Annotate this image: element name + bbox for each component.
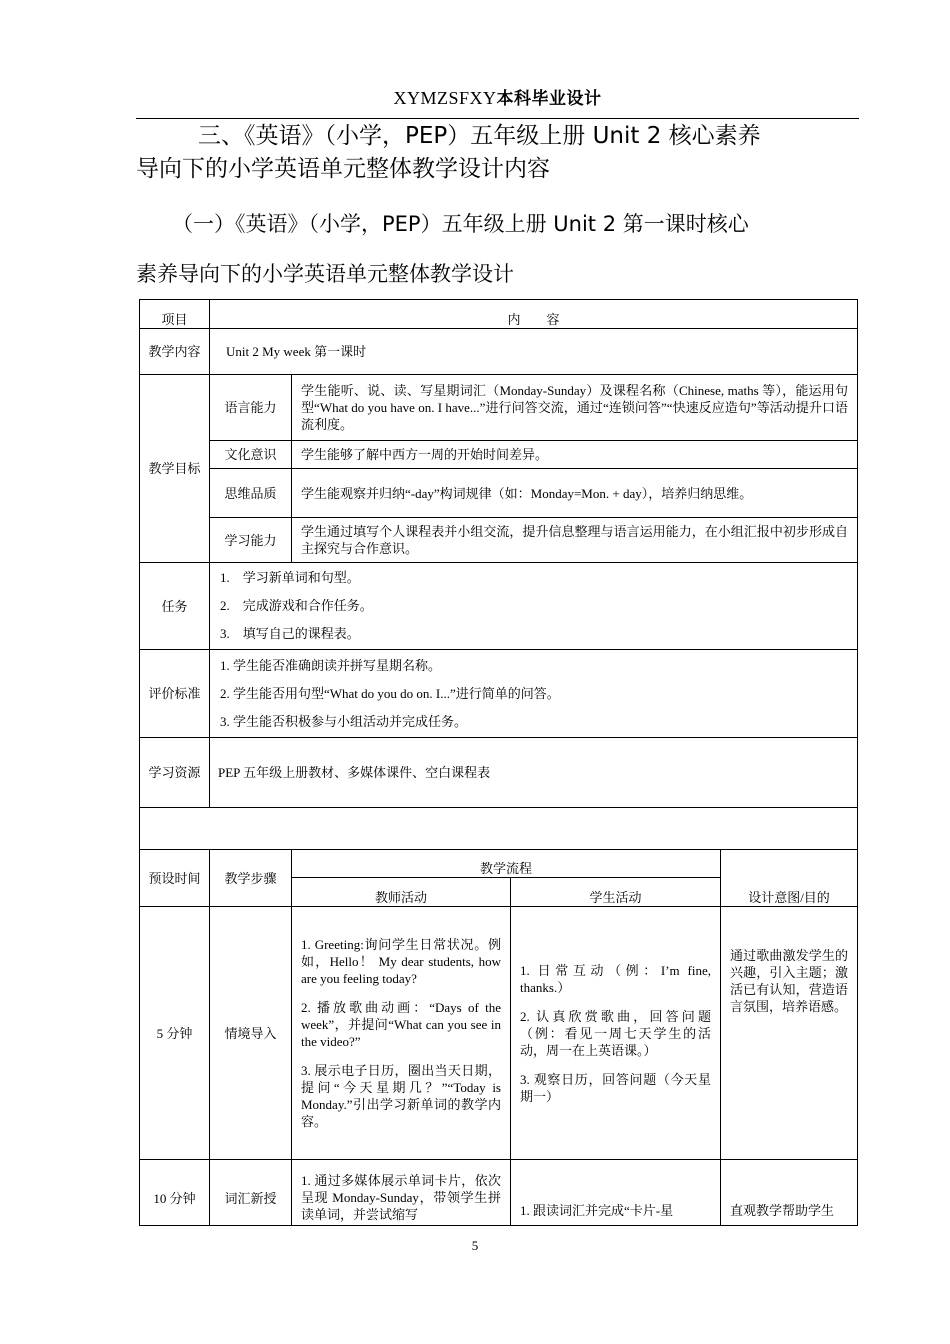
time-header: 预设时间 bbox=[140, 850, 210, 907]
criteria-label: 评价标准 bbox=[140, 650, 210, 738]
resources-value: PEP 五年级上册教材、多媒体课件、空白课程表 bbox=[210, 738, 858, 808]
running-header bbox=[136, 84, 859, 109]
goal-text-learning: 学生通过填写个人课程表并小组交流，提升信息整理与语言运用能力，在小组汇报中初步形成自主探究与合作意识。 bbox=[292, 518, 858, 563]
goal-label-culture: 文化意识 bbox=[210, 441, 292, 469]
criteria-item: 2. 学生能否用句型“What do you do on. I...”进行简单的问答。 bbox=[220, 685, 560, 701]
row-step: 词汇新授 bbox=[210, 1160, 292, 1226]
student-activity-item: 3. 观察日历，回答问题（今天星期一） bbox=[520, 1071, 711, 1104]
lesson-plan-table bbox=[139, 299, 858, 1226]
goal-text-thinking: 学生能观察并归纳“-day”构词规律（如：Monday=Mon. + day），培养归纳思维。 bbox=[292, 469, 858, 518]
criteria-item: 3. 学生能否积极参与小组活动并完成任务。 bbox=[220, 713, 468, 729]
section-title-line1: 三、《英语》（小学，PEP）五年级上册 Unit 2 核心素养 bbox=[198, 123, 761, 149]
tasks-label: 任务 bbox=[140, 563, 210, 650]
row-time: 10 分钟 bbox=[140, 1160, 210, 1226]
criteria-item: 1. 学生能否准确朗读并拼写星期名称。 bbox=[220, 657, 442, 673]
row-time: 5 分钟 bbox=[140, 907, 210, 1160]
subsection-title-line2: 素养导向下的小学英语单元整体教学设计 bbox=[136, 262, 514, 286]
row-step: 情境导入 bbox=[210, 907, 292, 1160]
content-value: Unit 2 My week 第一课时 bbox=[210, 329, 858, 375]
teacher-activity-item: 1. Greeting:询问学生日常状况。例如，Hello！ My dear students, how are you feeling today? bbox=[301, 937, 501, 986]
resources-label: 学习资源 bbox=[140, 738, 210, 808]
page-number: 5 bbox=[471, 1238, 479, 1253]
goal-label-thinking: 思维品质 bbox=[210, 469, 292, 518]
subsection-title-line1: （一）《英语》（小学，PEP）五年级上册 Unit 2 第一课时核心 bbox=[172, 212, 749, 236]
tasks-list bbox=[210, 563, 858, 650]
student-activity bbox=[511, 907, 721, 1160]
step-header: 教学步骤 bbox=[210, 850, 292, 907]
task-item: 3. 填写自己的课程表。 bbox=[220, 626, 360, 641]
goals-label: 教学目标 bbox=[140, 375, 210, 563]
student-activity-item: 1. 日常互动（例：I’m fine, thanks.） bbox=[520, 962, 711, 995]
teacher-activity: 1. 通过多媒体展示单词卡片，依次呈现 Monday-Sunday，带领学生拼读单词，并尝试缩写 bbox=[292, 1160, 511, 1226]
header-rule bbox=[136, 118, 859, 119]
section-title-line2: 导向下的小学英语单元整体教学设计内容 bbox=[136, 156, 550, 182]
header-cn: 本科毕业设计 bbox=[496, 89, 602, 109]
task-item: 2. 完成游戏和合作任务。 bbox=[220, 598, 373, 613]
col-content-header: 内 容 bbox=[210, 300, 858, 329]
design-purpose: 通过歌曲激发学生的兴趣，引入主题；激活已有认知，营造语言氛围，培养语感。 bbox=[721, 907, 858, 1160]
teacher-activity-header: 教师活动 bbox=[292, 878, 511, 907]
content-label: 教学内容 bbox=[140, 329, 210, 375]
section-title bbox=[136, 120, 859, 186]
purpose-header: 设计意图/目的 bbox=[721, 850, 858, 907]
design-purpose: 直观教学帮助学生 bbox=[721, 1160, 858, 1226]
student-activity-item: 2. 认真欣赏歌曲，回答问题（例：看见一周七天学生的活动，周一在上英语课。） bbox=[520, 1008, 711, 1058]
goal-text-language: 学生能听、说、读、写星期词汇（Monday-Sunday）及课程名称（Chinese, maths 等），能运用句型“What do you have on. I have...”进行问答交流，通过“连锁问答”“快速反应造句”等活动提升口语流利度。 bbox=[292, 375, 858, 441]
student-activity: 1. 跟读词汇并完成“卡片-星 bbox=[511, 1160, 721, 1226]
teacher-activity-item: 3. 展示电子日历，圈出当天日期，提问“今天星期几？”“Today is Monday.”引出学习新单词的教学内容。 bbox=[301, 1063, 501, 1129]
goal-label-language: 语言能力 bbox=[210, 375, 292, 441]
student-activity-header: 学生活动 bbox=[511, 878, 721, 907]
flow-header: 教学流程 bbox=[292, 850, 721, 878]
goal-label-learning: 学习能力 bbox=[210, 518, 292, 563]
col-item-header: 项目 bbox=[140, 300, 210, 329]
goal-text-culture: 学生能够了解中西方一周的开始时间差异。 bbox=[292, 441, 858, 469]
header-latin: XYMZSFXY bbox=[393, 88, 497, 108]
teacher-activity-item: 2. 播放歌曲动画：“Days of the week”，并提问“What can you see in the video?” bbox=[301, 1000, 501, 1049]
task-item: 1. 学习新单词和句型。 bbox=[220, 570, 360, 585]
blank-row bbox=[140, 808, 858, 850]
teacher-activity bbox=[292, 907, 511, 1160]
criteria-list bbox=[210, 650, 858, 738]
